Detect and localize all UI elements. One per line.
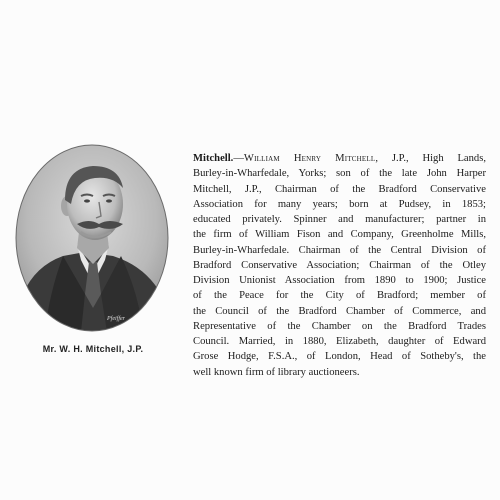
bio-line: Mitchell, J.P., Chairman of the Bradford Conservative (193, 183, 486, 195)
bio-line: of the Peace for the City of Bradford; member of (193, 290, 486, 302)
bio-line: Association for many years; born at Pudsey, in 1853; (193, 198, 486, 210)
portrait-photo (15, 144, 169, 332)
bio-line: the firm of William Fison and Company, Greenholme Mills, (193, 229, 486, 241)
photographer-signature: Pfeiffer (107, 316, 125, 322)
bio-dash: — (233, 153, 244, 164)
bio-full-name: William Henry Mitchell (243, 153, 376, 164)
portrait-caption: Mr. W. H. Mitchell, J.P. (42, 344, 144, 354)
bio-line: Burley-in-Wharfedale, Yorks; son of the late John Harper (193, 168, 486, 180)
bio-surname: Mitchell. (193, 153, 234, 164)
bio-line: well known firm of library auctioneers. (193, 366, 360, 378)
bio-line: Division Unionist Association from 1890 to 1900; Justice (193, 275, 486, 286)
bio-line: Burley-in-Wharfedale. Chairman of the Central Division of (193, 244, 486, 256)
bio-line: the Council of the Bradford Chamber of Commerce, and (193, 305, 486, 317)
bio-line: Bradford Conservative Association; Chairman of the Otley (193, 259, 486, 271)
bio-line: Representative of the Chamber on the Bradford Trades (193, 320, 486, 332)
bio-line-1 (193, 151, 486, 166)
bio-line: Grose Hodge, F.S.A., of London, Head of Sotheby's, the (193, 351, 486, 363)
bio-line: educated privately. Spinner and manufacturer; partner in (193, 214, 486, 225)
bio-line: Council. Married, in 1880, Elizabeth, daughter of Edward (193, 336, 486, 347)
biography-text (193, 151, 486, 380)
bio-line-1-rest: , J.P., High Lands, (375, 153, 486, 164)
